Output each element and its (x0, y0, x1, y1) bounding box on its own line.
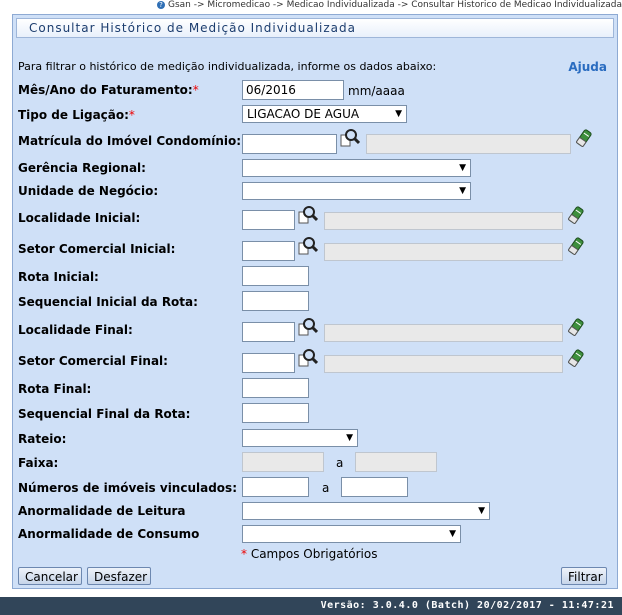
eraser-clear-icon[interactable] (568, 237, 584, 255)
tipo-ligacao-label-text: Tipo de Ligação: (18, 108, 129, 122)
filter-button[interactable]: Filtrar (561, 567, 607, 585)
help-icon: ? (157, 1, 165, 9)
numeros-imoveis-from-input[interactable] (242, 477, 309, 497)
rota-final-label: Rota Final: (18, 382, 92, 396)
faixa-separator: a (336, 456, 344, 470)
cancel-button[interactable]: Cancelar (18, 567, 82, 585)
eraser-clear-icon[interactable] (576, 129, 592, 147)
localidade-inicial-label: Localidade Inicial: (18, 211, 141, 225)
faixa-label: Faixa: (18, 456, 59, 470)
sequencial-final-input[interactable] (242, 403, 309, 423)
unidade-select[interactable] (242, 182, 471, 200)
anormalidade-consumo-select[interactable] (242, 525, 461, 543)
required-mark: * (128, 108, 135, 122)
numeros-imoveis-to-input[interactable] (341, 477, 408, 497)
unidade-label: Unidade de Negócio: (18, 184, 159, 198)
required-fields-note (241, 547, 377, 561)
magnifier-search-icon[interactable] (298, 236, 318, 256)
required-mark: * (192, 83, 199, 97)
eraser-clear-icon[interactable] (568, 318, 584, 336)
tipo-ligacao-select[interactable] (242, 105, 407, 123)
mes-ano-unit: mm/aaaa (348, 84, 405, 98)
faixa-from-input (242, 452, 324, 472)
localidade-final-label: Localidade Final: (18, 323, 133, 337)
magnifier-search-icon[interactable] (298, 205, 318, 225)
rota-inicial-input[interactable] (242, 266, 309, 286)
help-link[interactable]: Ajuda (568, 60, 607, 74)
localidade-inicial-input[interactable] (242, 210, 295, 230)
numeros-imoveis-label: Números de imóveis vinculados: (18, 481, 237, 495)
sequencial-inicial-input[interactable] (242, 291, 309, 311)
rota-inicial-label: Rota Inicial: (18, 270, 99, 284)
required-fields-text: Campos Obrigatórios (250, 547, 378, 561)
tipo-ligacao-value: LIGACAO DE AGUA (247, 107, 360, 121)
chevron-down-icon: ▼ (459, 186, 466, 196)
matricula-input[interactable] (242, 134, 337, 154)
mes-ano-label-text: Mês/Ano do Faturamento: (18, 83, 193, 97)
matricula-label: Matrícula do Imóvel Condomínio: (18, 134, 242, 148)
gerencia-select[interactable] (242, 159, 471, 177)
setor-inicial-description (324, 243, 563, 261)
sequencial-final-label: Sequencial Final da Rota: (18, 407, 191, 421)
breadcrumb (0, 0, 622, 10)
breadcrumb-text: Gsan -> Micromedicao -> Medicao Individualizada -> Consultar Historico de Medicao Individualizada (167, 0, 622, 10)
rateio-select[interactable] (242, 429, 358, 447)
mes-ano-input[interactable]: 06/2016 (242, 80, 344, 100)
magnifier-search-icon[interactable] (298, 348, 318, 368)
setor-final-input[interactable] (242, 353, 295, 373)
eraser-clear-icon[interactable] (568, 349, 584, 367)
intro-text: Para filtrar o histórico de medição individualizada, informe os dados abaixo: (18, 60, 437, 73)
anormalidade-leitura-label: Anormalidade de Leitura (18, 504, 186, 518)
setor-final-description (324, 355, 563, 373)
chevron-down-icon: ▼ (395, 109, 402, 119)
page-title: Consultar Histórico de Medição Individualizada (16, 18, 614, 38)
filter-panel (12, 14, 618, 589)
version-status-bar: Versão: 3.0.4.0 (Batch) 20/02/2017 - 11:47:21 (0, 597, 622, 615)
chevron-down-icon: ▼ (459, 163, 466, 173)
rateio-label: Rateio: (18, 432, 67, 446)
magnifier-search-icon[interactable] (340, 128, 360, 148)
tipo-ligacao-label (18, 108, 135, 122)
localidade-final-input[interactable] (242, 322, 295, 342)
magnifier-search-icon[interactable] (298, 317, 318, 337)
setor-inicial-input[interactable] (242, 241, 295, 261)
anormalidade-leitura-select[interactable] (242, 502, 490, 520)
chevron-down-icon: ▼ (449, 529, 456, 539)
chevron-down-icon: ▼ (478, 506, 485, 516)
gerencia-label: Gerência Regional: (18, 161, 146, 175)
setor-inicial-label: Setor Comercial Inicial: (18, 242, 176, 256)
localidade-inicial-description (324, 212, 563, 230)
rota-final-input[interactable] (242, 378, 309, 398)
matricula-description (366, 134, 571, 154)
numeros-imoveis-separator: a (322, 481, 330, 495)
sequencial-inicial-label: Sequencial Inicial da Rota: (18, 295, 198, 309)
setor-final-label: Setor Comercial Final: (18, 354, 168, 368)
undo-button[interactable]: Desfazer (87, 567, 151, 585)
localidade-final-description (324, 324, 563, 342)
required-mark: * (241, 547, 247, 561)
chevron-down-icon: ▼ (346, 433, 353, 443)
mes-ano-label (18, 83, 199, 97)
faixa-to-input (355, 452, 437, 472)
eraser-clear-icon[interactable] (568, 206, 584, 224)
anormalidade-consumo-label: Anormalidade de Consumo (18, 527, 200, 541)
